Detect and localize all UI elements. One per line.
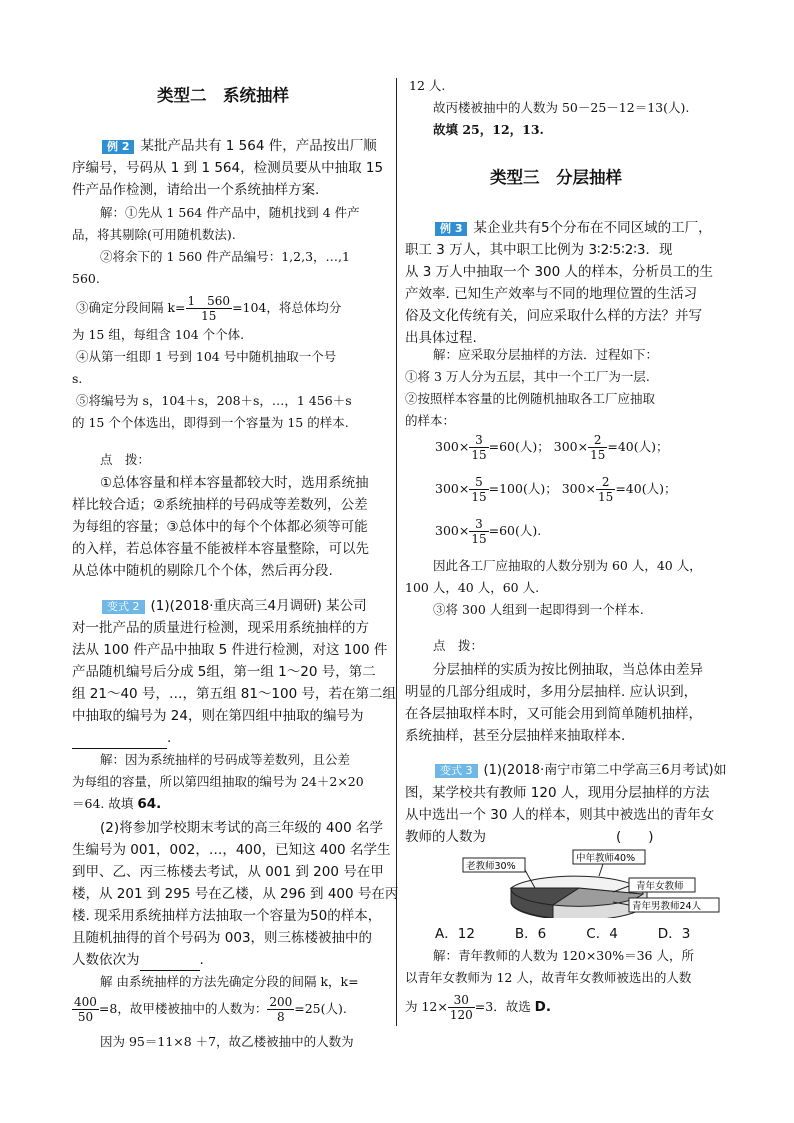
- variant-3-line: 从中选出一个 30 人的样本，则其中被选出的青年女: [405, 807, 715, 823]
- tip-line: 样比较合适；②系统抽样的号码成等差数列，公差: [72, 497, 368, 513]
- section-3-title: 类型三 分层抽样: [490, 168, 622, 187]
- solution-line: 品，将其剔除(可用随机数法).: [72, 227, 236, 242]
- solution-3-line: ①将 3 万人分为五层，其中一个工厂为一层.: [405, 369, 650, 384]
- choices-row: [435, 924, 690, 944]
- variant-2-line: 对一批产品的质量进行检测，现采用系统抽样的方: [72, 620, 369, 636]
- tip-3-line: 在各层抽取样本时，又可能会用到简单随机抽样，: [405, 706, 702, 722]
- example-2-tag: 例 2: [102, 140, 134, 154]
- variant-2b-line: 且随机抽得的首个号码为 003，则三栋楼被抽中的: [72, 930, 373, 946]
- label-young-female: 青年女教师: [636, 881, 684, 892]
- equation-line: 300× $\frac{3}{15}$ =60(人)； 300× $\frac{2}{15}$ =40(人)；: [435, 433, 669, 462]
- variant-2b-solution-line: 解 由系统抽样的方法先确定分段的间隔 k，k=: [100, 974, 359, 989]
- equation-line: 300× $\frac{3}{15}$ =60(人).: [435, 517, 542, 546]
- variant-2b-line: 生编号为 001，002，…，400，已知这 400 名学生: [72, 842, 391, 858]
- solution-line: 为 15 组，每组含 104 个个体.: [72, 327, 245, 342]
- step3-line: ③确定分段间隔 k= $\frac{1 560}{15}$ =104，将总体均分: [76, 294, 342, 323]
- example-3-line: 出具体过程.: [405, 330, 477, 346]
- solution-3-line: ②按照样本容量的比例随机抽取各工厂应抽取: [405, 391, 656, 406]
- solution-line: 的 15 个个体选出，即得到一个容量为 15 的样本.: [72, 415, 349, 430]
- solution-line: ⑤将编号为 s，104＋s，208＋s，…，1 456＋s: [76, 393, 352, 408]
- variant-3-solution-line: 为 12× $\frac{30}{120}$ =3．故选 D.: [405, 993, 552, 1022]
- variant-2b-line: 楼. 现采用系统抽样方法抽取一个容量为50的样本，: [72, 908, 382, 924]
- variant-2-solution-line: ＝64. 故填 64.: [72, 796, 162, 812]
- choice-c[interactable]: C．4: [586, 926, 618, 942]
- label-young-male: 青年男教师24人: [632, 901, 702, 912]
- variant-2b-line: 人数依次为 .: [72, 950, 204, 971]
- tip-line: ①总体容量和样本容量都较大时，选用系统抽: [100, 475, 369, 491]
- variant-3-line: 教师的人数为 ( ): [405, 829, 654, 845]
- tip-3-label: 点 拨：: [433, 638, 484, 653]
- variant-3-solution-line: 解：青年教师的人数为 120×30%＝36 人，所: [433, 948, 694, 963]
- pie-chart-figure: [453, 848, 723, 918]
- choice-b[interactable]: B．6: [514, 926, 547, 942]
- solution-line: ④从第一组即 1 号到 104 号中随机抽取一个号: [76, 349, 337, 364]
- example-2-line: 件产品作检测，请给出一个系统抽样方案.: [72, 182, 320, 198]
- example-3-line: 例 3 某企业共有5个分布在不同区域的工厂，: [435, 218, 712, 238]
- tip-3-line: 系统抽样，甚至分层抽样来抽取样本.: [405, 728, 626, 744]
- variant-3-line: 变式 3 (1)(2018·南宁市第二中学高三6月考试)如: [435, 761, 727, 781]
- variant-2b-solution-line: $\frac{400}{50}$ =8，故甲楼被抽中的人数为： $\frac{200}{8}$ =25(人).: [74, 995, 347, 1024]
- variant-2-line: 产品随机编号后分成 5组，第一组 1～20 号，第二: [72, 664, 376, 680]
- variant-2-line: 中抽取的编号为 24，则在第四组中抽取的编号为: [72, 708, 364, 724]
- label-mid: 中年教师40%: [576, 853, 636, 864]
- variant-2b-line: 到甲、乙、丙三栋楼去考试，从 001 到 200 号在甲: [72, 864, 384, 880]
- continued-line: 故丙楼被抽中的人数为 50－25－12＝13(人).: [433, 100, 690, 115]
- solution-3-line: 的样本：: [405, 413, 456, 428]
- choice-d[interactable]: D．3: [657, 926, 691, 942]
- choice-a[interactable]: A．12: [435, 926, 475, 942]
- leader-line: [599, 864, 603, 876]
- solution-3-line: 解：应采取分层抽样的方法．过程如下：: [433, 347, 659, 362]
- tip-line: 从总体中随机的剔除几个个体，然后再分段.: [72, 563, 333, 579]
- solution-3-line: 100 人，40 人，60 人.: [405, 580, 540, 595]
- solution-line: ②将余下的 1 560 件产品编号：1,2,3，…,1: [100, 249, 350, 264]
- answer-line: 故填 25，12，13.: [433, 122, 544, 137]
- example-3-line: 产效率. 已知生产效率与不同的地理位置的生活习: [405, 286, 698, 302]
- variant-2-solution-line: 解：因为系统抽样的号码成等差数列，且公差: [100, 752, 351, 767]
- solution-line: s.: [72, 371, 83, 386]
- variant-2b-line: 楼，从 201 到 295 号在乙楼，从 296 到 400 号在丙: [72, 886, 399, 902]
- tip-3-line: 分层抽样的实质为按比例抽取，当总体由差异: [433, 662, 703, 678]
- solution-line: 解：①先从 1 564 件产品中，随机找到 4 件产: [100, 205, 360, 220]
- example-3-tag: 例 3: [435, 222, 467, 236]
- variant-3-tag: 变式 3: [435, 764, 478, 778]
- variant-2-tag: 变式 2: [102, 600, 145, 614]
- variant-3-line: 图，某学校共有教师 120 人，现用分层抽样的方法: [405, 785, 710, 801]
- variant-2-line: 变式 2 (1)(2018·重庆高三4月调研) 某公司: [102, 596, 367, 616]
- example-2-line: 例 2 某批产品共有 1 564 件，产品按出厂顺: [102, 136, 377, 156]
- variant-2-line: 组 21～40 号，…，第五组 81～100 号，若在第二组: [72, 686, 396, 702]
- label-old: 老教师30%: [466, 861, 516, 872]
- section-2-title: 类型二 系统抽样: [157, 86, 289, 105]
- example-3-line: 从 3 万人中抽取一个 300 人的样本，分析员工的生: [405, 264, 714, 280]
- example-3-line: 俗及文化传统有关，问应采取什么样的方法？并写: [405, 308, 702, 324]
- variant-2b-line: (2)将参加学校期末考试的高三年级的 400 名学: [100, 820, 383, 836]
- tip-3-line: 明显的几部分组成时，多用分层抽样. 应认识到，: [405, 684, 698, 700]
- continued-line: 12 人.: [409, 78, 446, 93]
- tip-label: 点 拨：: [100, 452, 151, 467]
- example-3-line: 职工 3 万人，其中职工比例为 3∶2∶5∶2∶3．现: [405, 242, 673, 258]
- answer-blank: .: [72, 728, 171, 749]
- variant-2-solution-line: 为每组的容量，所以第四组抽取的编号为 24＋2×20: [72, 774, 364, 789]
- tip-line: 为每组的容量；③总体中的每个个体都必须等可能: [72, 519, 368, 535]
- tip-line: 的入样，若总体容量不能被样本容量整除，可以先: [72, 541, 369, 557]
- equation-line: 300× $\frac{5}{15}$ =100(人)； 300× $\frac{2}{15}$ =40(人)；: [435, 475, 677, 504]
- solution-line: 560.: [72, 271, 100, 286]
- example-2-line: 序编号，号码从 1 到 1 564，检测员要从中抽取 15: [72, 160, 384, 176]
- variant-2b-solution-line: 因为 95＝11×8 ＋7，故乙楼被抽中的人数为: [100, 1034, 354, 1049]
- solution-3-line: ③将 300 人组到一起即得到一个样本.: [433, 602, 644, 617]
- solution-3-line: 因此各工厂应抽取的人数分别为 60 人，40 人，: [433, 558, 702, 573]
- variant-3-solution-line: 以青年女教师为 12 人，故青年女教师被选出的人数: [405, 970, 692, 985]
- variant-2-line: 法从 100 件产品中抽取 5 件进行检测，对这 100 件: [72, 642, 388, 658]
